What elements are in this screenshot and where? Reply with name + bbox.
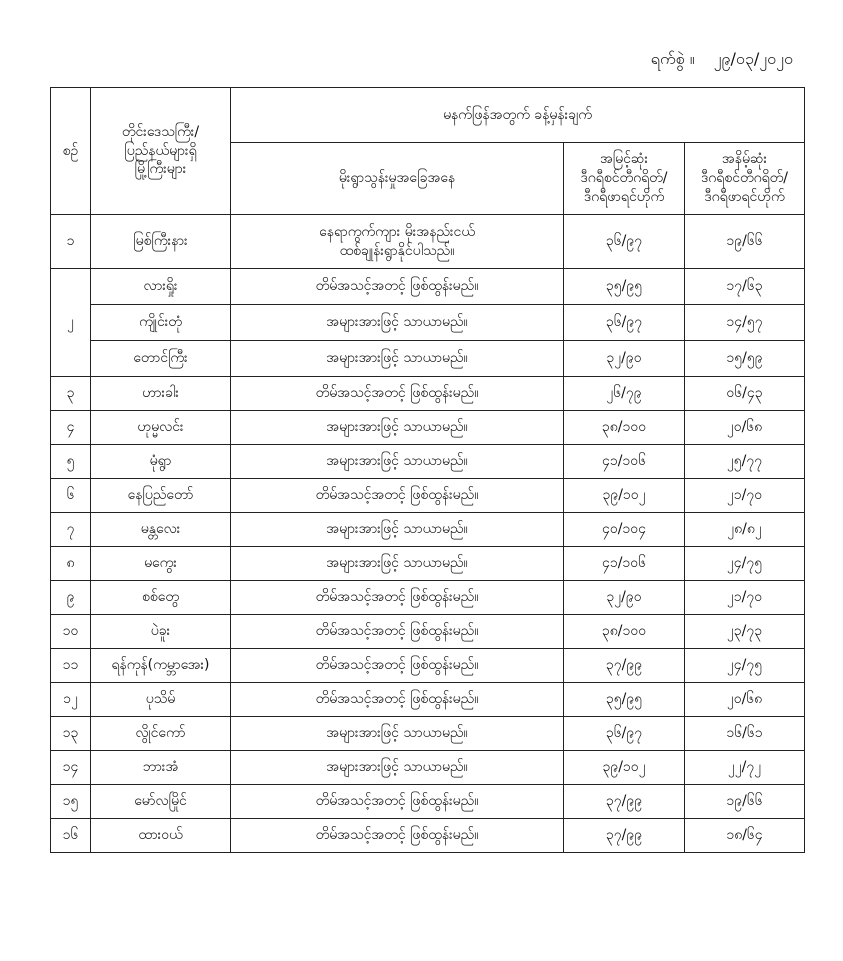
weather-line: ထစ်ချုန်းရွာနိုင်ပါသည်။ [339, 242, 455, 259]
max-temp: ၃၉/၁၀၂ [564, 479, 685, 513]
row-number: ၁၄ [51, 751, 91, 785]
weather-condition: အများအားဖြင့် သာယာမည်။ [231, 751, 564, 785]
max-temp: ၃၈/၁၀၀ [564, 411, 685, 445]
table-row [51, 305, 805, 341]
max-temp: ၃၂/၉၀ [564, 581, 685, 615]
min-temp: ၁၉/၆၆ [685, 215, 805, 269]
table-row [51, 341, 805, 377]
max-temp: ၃၆/၉၇ [564, 215, 685, 269]
row-number: ၁၀ [51, 615, 91, 649]
table-row [51, 547, 805, 581]
row-number: ၁၅ [51, 785, 91, 819]
min-temp: ၁၆/၆၁ [685, 717, 805, 751]
max-temp: ၃၇/၉၉ [564, 649, 685, 683]
min-temp: ၂၂/၇၂ [685, 751, 805, 785]
weather-condition: အများအားဖြင့် သာယာမည်။ [231, 305, 564, 341]
weather-condition: တိမ်အသင့်အတင့် ဖြစ်ထွန်းမည်။ [231, 683, 564, 717]
table-row [51, 269, 805, 305]
city-name: လွိုင်ကော် [91, 717, 231, 751]
row-number: ၉ [51, 581, 91, 615]
city-name: မန္တလေး [91, 513, 231, 547]
col-header-city-line: တိုင်းဒေသကြီး/ [121, 123, 200, 140]
weather-condition: တိမ်အသင့်အတင့် ဖြစ်ထွန်းမည်။ [231, 377, 564, 411]
max-temp: ၃၂/၉၀ [564, 341, 685, 377]
max-temp: ၃၆/၉၇ [564, 717, 685, 751]
col-header-min-temp [685, 143, 805, 215]
city-name: ဘားအံ [91, 751, 231, 785]
min-temp: ၁၉/၆၆ [685, 785, 805, 819]
col-header-weather: မိုးရွာသွန်းမှုအခြေအနေ [231, 143, 564, 215]
col-header-min-line: အနိမ့်ဆုံး [721, 151, 768, 168]
col-header-forecast-group: မနက်ဖြန်အတွက် ခန့်မှန်းချက် [231, 88, 805, 143]
city-name: မကွေး [91, 547, 231, 581]
table-row [51, 581, 805, 615]
max-temp: ၃၅/၉၅ [564, 683, 685, 717]
table-row [51, 513, 805, 547]
col-header-min-line: ဒီဂရီစင်တီဂရိတ်/ [701, 170, 788, 187]
min-temp: ၁၇/၆၃ [685, 269, 805, 305]
weather-condition: တိမ်အသင့်အတင့် ဖြစ်ထွန်းမည်။ [231, 581, 564, 615]
city-name: ထားဝယ် [91, 819, 231, 853]
col-header-max-temp [564, 143, 685, 215]
min-temp: ၂၃/၇၃ [685, 615, 805, 649]
weather-condition: အများအားဖြင့် သာယာမည်။ [231, 513, 564, 547]
date-value: ၂၉/၀၃/၂၀၂၀ [713, 49, 793, 68]
table-row [51, 751, 805, 785]
col-header-city-line: မြို့ကြီးများ [134, 161, 187, 178]
table-row [51, 377, 805, 411]
max-temp: ၄၀/၁၀၄ [564, 513, 685, 547]
min-temp: ၂၈/၈၂ [685, 513, 805, 547]
row-number: ၅ [51, 445, 91, 479]
city-name: စစ်တွေ [91, 581, 231, 615]
table-row [51, 445, 805, 479]
table-row [51, 215, 805, 269]
weather-condition: တိမ်အသင့်အတင့် ဖြစ်ထွန်းမည်။ [231, 479, 564, 513]
min-temp: ၁၅/၅၉ [685, 341, 805, 377]
row-number: ၁ [51, 215, 91, 269]
city-name: ရန်ကုန်(ကမ္ဘာအေး) [91, 649, 231, 683]
date-label: ရက်စွဲ ။ [650, 49, 695, 68]
row-number: ၂ [51, 269, 91, 377]
max-temp: ၂၆/၇၉ [564, 377, 685, 411]
city-name: လားရှိုး [91, 269, 231, 305]
row-number: ၁၆ [51, 819, 91, 853]
min-temp: ၂၁/၇၀ [685, 581, 805, 615]
min-temp: ၂၅/၇၇ [685, 445, 805, 479]
min-temp: ၀၆/၄၃ [685, 377, 805, 411]
col-header-no: စဉ် [51, 88, 91, 215]
report-date [651, 48, 793, 72]
row-number: ၇ [51, 513, 91, 547]
min-temp: ၁၄/၅၇ [685, 305, 805, 341]
row-number: ၆ [51, 479, 91, 513]
table-row [51, 785, 805, 819]
table-row [51, 683, 805, 717]
max-temp: ၃၉/၁၀၂ [564, 751, 685, 785]
col-header-city-line: ပြည်နယ်များရှိ [124, 142, 197, 159]
row-number: ၁၁ [51, 649, 91, 683]
weather-condition: တိမ်အသင့်အတင့် ဖြစ်ထွန်းမည်။ [231, 649, 564, 683]
weather-condition: အများအားဖြင့် သာယာမည်။ [231, 411, 564, 445]
max-temp: ၄၁/၁၀၆ [564, 445, 685, 479]
row-number: ၁၂ [51, 683, 91, 717]
weather-condition: တိမ်အသင့်အတင့် ဖြစ်ထွန်းမည်။ [231, 819, 564, 853]
city-name: ဟုမ္မလင်း [91, 411, 231, 445]
row-number: ၄ [51, 411, 91, 445]
city-name: ကျိုင်းတုံ [91, 305, 231, 341]
min-temp: ၂၄/၇၅ [685, 649, 805, 683]
row-number: ၈ [51, 547, 91, 581]
weather-condition: တိမ်အသင့်အတင့် ဖြစ်ထွန်းမည်။ [231, 785, 564, 819]
weather-line: နေရာကွက်ကျား မိုးအနည်းငယ် [319, 223, 475, 240]
min-temp: ၂၀/၆၈ [685, 683, 805, 717]
city-name: မြစ်ကြီးနား [91, 215, 231, 269]
weather-condition: အများအားဖြင့် သာယာမည်။ [231, 445, 564, 479]
table-row [51, 717, 805, 751]
min-temp: ၂၁/၇၀ [685, 479, 805, 513]
col-header-max-line: ဒီဂရီဖာရင်ဟိုက် [583, 188, 665, 205]
col-header-max-line: အမြင့်ဆုံး [599, 151, 649, 168]
col-header-min-line: ဒီဂရီဖာရင်ဟိုက် [704, 188, 785, 205]
weather-condition: တိမ်အသင့်အတင့် ဖြစ်ထွန်းမည်။ [231, 615, 564, 649]
weather-condition [231, 215, 564, 269]
row-number: ၁၃ [51, 717, 91, 751]
table-row [51, 411, 805, 445]
max-temp: ၄၁/၁၀၆ [564, 547, 685, 581]
min-temp: ၁၈/၆၄ [685, 819, 805, 853]
weather-forecast-table [50, 87, 805, 853]
max-temp: ၃၅/၉၅ [564, 269, 685, 305]
city-name: တောင်ကြီး [91, 341, 231, 377]
table-row [51, 479, 805, 513]
city-name: ဟားခါး [91, 377, 231, 411]
weather-condition: အများအားဖြင့် သာယာမည်။ [231, 341, 564, 377]
city-name: ပုသိမ် [91, 683, 231, 717]
city-name: မုံရွာ [91, 445, 231, 479]
city-name: နေပြည်တော် [91, 479, 231, 513]
table-row [51, 615, 805, 649]
weather-condition: တိမ်အသင့်အတင့် ဖြစ်ထွန်းမည်။ [231, 269, 564, 305]
min-temp: ၂၄/၇၅ [685, 547, 805, 581]
city-name: ပဲခူး [91, 615, 231, 649]
table-row [51, 649, 805, 683]
col-header-max-line: ဒီဂရီစင်တီဂရိတ်/ [580, 170, 668, 187]
weather-condition: အများအားဖြင့် သာယာမည်။ [231, 547, 564, 581]
table-row [51, 819, 805, 853]
max-temp: ၃၇/၉၉ [564, 819, 685, 853]
max-temp: ၃၈/၁၀၀ [564, 615, 685, 649]
weather-condition: အများအားဖြင့် သာယာမည်။ [231, 717, 564, 751]
min-temp: ၂၀/၆၈ [685, 411, 805, 445]
max-temp: ၃၇/၉၉ [564, 785, 685, 819]
max-temp: ၃၆/၉၇ [564, 305, 685, 341]
row-number: ၃ [51, 377, 91, 411]
city-name: မော်လမြိုင် [91, 785, 231, 819]
col-header-city [91, 88, 231, 215]
